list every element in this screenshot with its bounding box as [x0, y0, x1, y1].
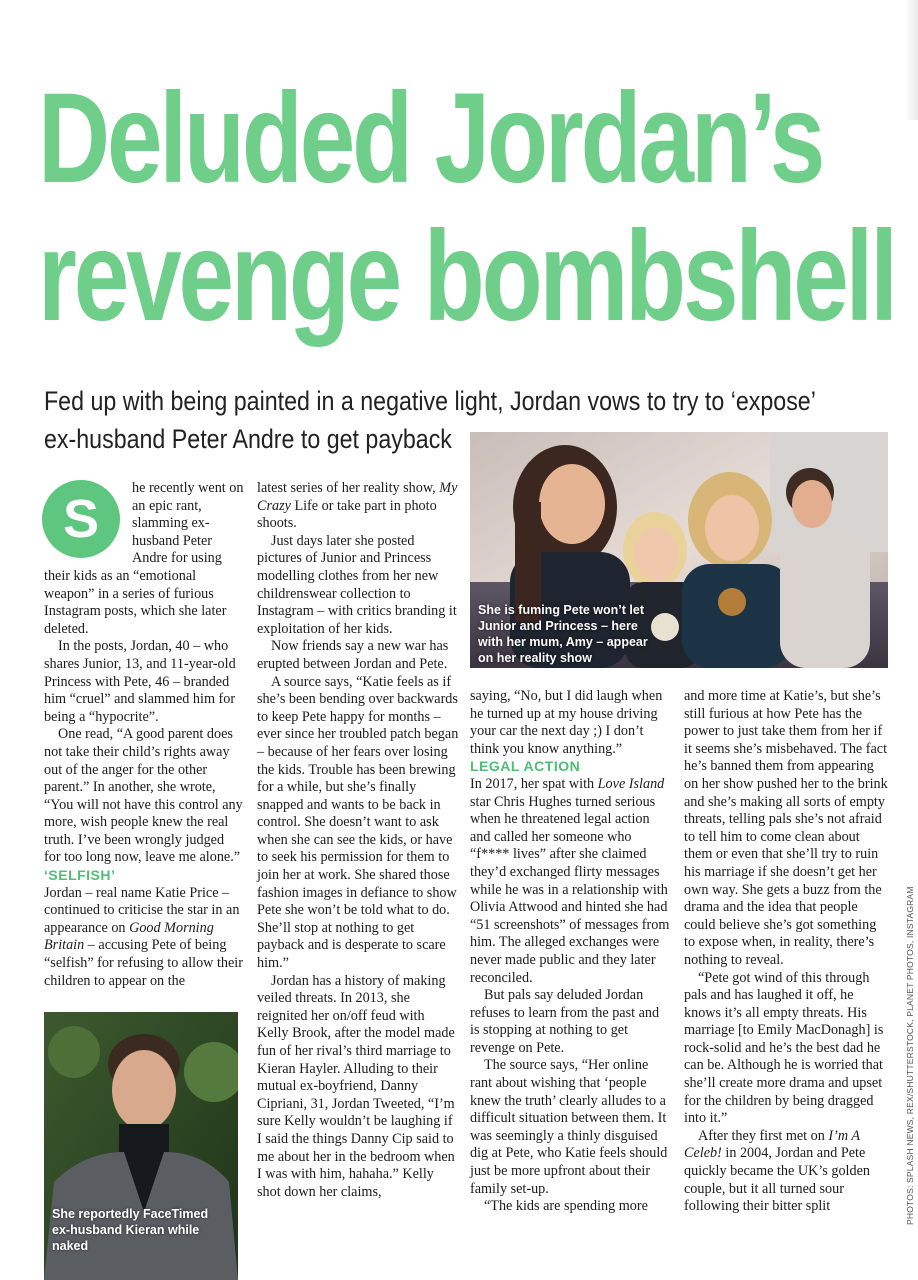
drop-cap: S — [42, 480, 120, 558]
paragraph: and more time at Katie’s, but she’s still furious at how Pete has the power to just take them from her if it seems she’s misbehaved. The fact he’s banned them from appearing on her show pushed her to the brink and she’s making all sorts of empty threats, telling pals she’s not afraid to tell him to come clean about them or even that she’ll try to ruin his marriage if she doesn’t get her own way. She gets a buzz from the drama and the idea that people could believe she’s got something to expose when, in reality, there’s nothing to reveal. — [684, 688, 888, 968]
text-run: After they first met on — [698, 1127, 829, 1144]
paragraph — [44, 885, 244, 991]
text-run: – accusing Pete of being “selfish” for refusing to allow their children to appear on the — [44, 937, 243, 989]
article-column-1 — [44, 480, 244, 990]
text-run: Jordan – real name Katie Price – continued to criticise the star in an appearance on — [44, 884, 240, 936]
headline-line-1: Deluded Jordan’s — [38, 67, 823, 210]
standfirst-line-2: ex-husband Peter Andre to get payback — [44, 424, 452, 454]
page-curl-shadow — [904, 0, 918, 120]
italic-run: Love Island — [597, 775, 665, 792]
paragraph: he recently went on an epic rant, slamming ex-husband Peter Andre for using their kids as an “emotional weapon” in a series of furious Instagram posts, which she later deleted. — [44, 480, 244, 637]
kieran-photo-caption: She reportedly FaceTimed ex-husband Kieran while naked — [52, 1207, 209, 1253]
paragraph: saying, “No, but I did laugh when he turned up at my house driving your car the next day ;) I don’t think you know anything.” — [470, 688, 663, 757]
text-run: In 2017, her spat with — [470, 775, 598, 792]
paragraph: In the posts, Jordan, 40 – who shares Junior, 13, and 11-year-old Princess with Pete, 46 – branded him “cruel” and slammed him for being a “hypocrite”. — [44, 638, 236, 725]
article-column-2 — [257, 480, 459, 1201]
paragraph — [470, 776, 672, 987]
subhead-legal-action: LEGAL ACTION — [470, 758, 581, 775]
text-run: star Chris Hughes turned serious when he threatened legal action and called her someone who “f**** lives” after she claimed they’d exchanged flirty messages while he was in a relationship with Olivia Attwood and hinted she had “51 screenshots” of messages from him. The alleged exchanges were never made public and they later reconciled. — [470, 793, 670, 986]
paragraph: But pals say deluded Jordan refuses to learn from the past and is stopping at nothing to get revenge on Pete. — [470, 987, 660, 1056]
standfirst-line-1: Fed up with being painted in a negative light, Jordan vows to try to ‘expose’ — [44, 386, 816, 416]
paragraph — [257, 480, 459, 533]
paragraph: Just days later she posted pictures of Junior and Princess modelling clothes from her new childrenswear collection to Instagram – with critics branding it exploitation of her kids. — [257, 532, 457, 637]
paragraph: “The kids are spending more — [484, 1198, 648, 1215]
italic-run: My Crazy — [257, 480, 458, 514]
paragraph: “Pete got wind of this through pals and has laughed it off, he knows it’s all empty threats. His marriage [to Emily MacDonagh] is rock-solid and he’s the best dad he can be. Although he is worried that she’ll create more drama and upset for the children by being dragged into it.” — [684, 969, 884, 1127]
text-run: Life or take part in photo shoots. — [257, 497, 437, 532]
italic-run: Good Morning Britain — [44, 919, 214, 954]
italic-run: I’m A Celeb! — [684, 1127, 860, 1162]
text-run: in 2004, Jordan and Pete quickly became the UK’s golden couple, but it all turned sour following their bitter split — [684, 1145, 870, 1215]
text-run: latest series of her reality show, — [257, 480, 440, 496]
photo-credit: PHOTOS: SPLASH NEWS, REX/SHUTTERSTOCK, PLANET PHOTOS, INSTAGRAM — [905, 886, 915, 1225]
paragraph: A source says, “Katie feels as if she’s been bending over backwards to keep Pete happy for months – ever since her troubled patch began – because of her fears over losing the kids. Trouble has been brewing for a while, but she’s finally snapped and wants to be back in control. She doesn’t want to ask when she can see the kids, or have to seek his permission for them to join her at work. She shared those fashion images in defiance to show Pete she won’t be told what to do. She’ll stop at nothing to get payback and is desperate to scare him.” — [257, 673, 459, 972]
article-column-4 — [684, 688, 888, 1216]
headline-line-2: revenge bombshell — [38, 205, 895, 348]
paragraph: Now friends say a new war has erupted between Jordan and Pete. — [257, 638, 449, 672]
paragraph — [684, 1128, 888, 1216]
paragraph: Jordan has a history of making veiled threats. In 2013, she reignited her on/off feud with Kelly Brook, after the model made fun of her rival’s third marriage to Kieran Hayler. Alluding to their mutual ex-boyfriend, Danny Cipriani, 31, Jordan Tweeted, “I’m sure Kelly wouldn’t be laughing if I said the things Danny Cip said to me about her in the bedroom when I was with him, hahaha.” Kelly shot down her claims, — [257, 972, 455, 1200]
headline — [38, 67, 895, 348]
article-column-3 — [470, 688, 672, 1216]
subhead-selfish: ‘SELFISH’ — [44, 867, 116, 884]
family-photo-caption: She is fuming Pete won’t let Junior and Princess – here with her mum, Amy – appear on her reality show — [478, 603, 648, 665]
paragraph: The source says, “Her online rant about wishing that ‘people knew the truth’ clearly alludes to a difficult situation between them. It was seemingly a thinly disguised dig at Pete, who Katie feels should just be more upfront about their family set-up. — [470, 1057, 668, 1197]
paragraph: One read, “A good parent does not take their child’s rights away out of the anger for the other parent.” In another, she wrote, “You will not have this control any more, wish people knew the real truth. I’ve been wrongly judged for too long now, leave me alone.” — [44, 726, 243, 866]
